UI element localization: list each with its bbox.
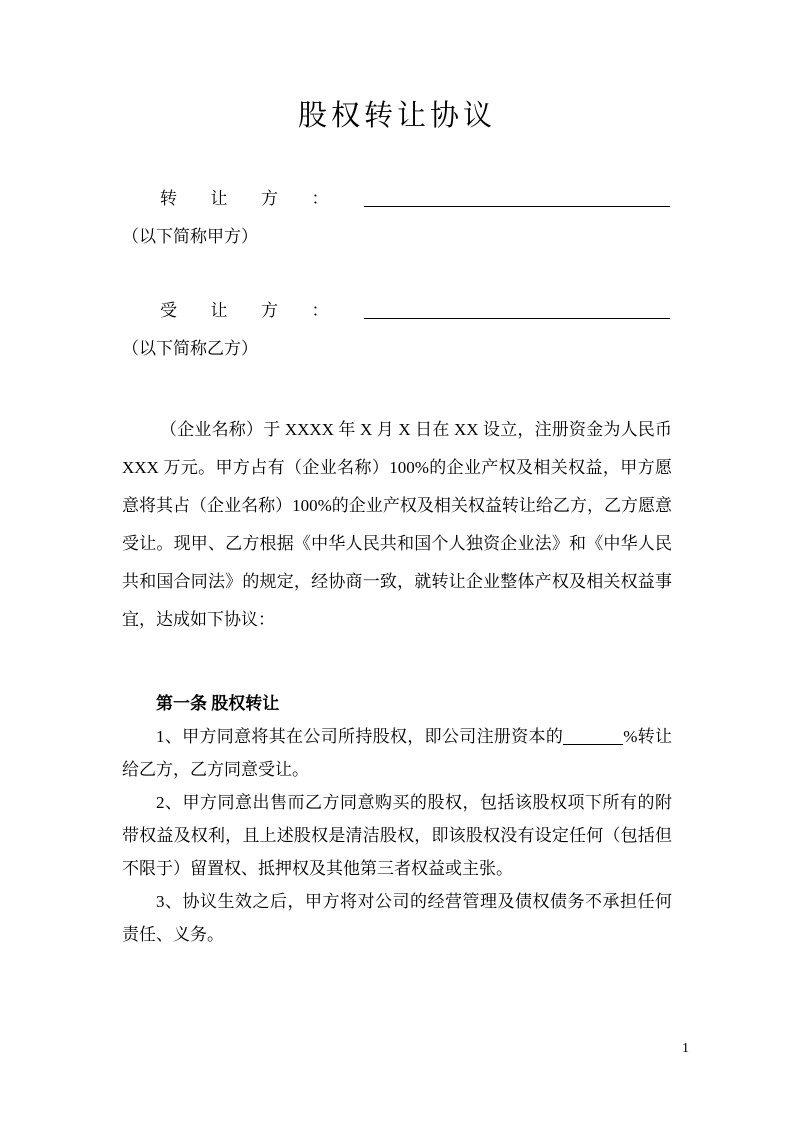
transferor-suffix: （以下简称甲方） bbox=[122, 227, 258, 246]
clause-1-text-after: %转让给乙方，乙方同意受让。 bbox=[122, 727, 672, 779]
clause-2-number: 2、 bbox=[156, 793, 183, 812]
clause-1-text-before: 甲方同意将其在公司所持股权，即公司注册资本的 bbox=[182, 727, 564, 746]
preamble-paragraph: （企业名称）于 XXXX 年 X 月 X 日在 XX 设立，注册资金为人民币 XXX 万元。甲方占有（企业名称）100%的企业产权及相关权益，甲方愿意将其占（企业名称）100%的企业产权及相关权益转让给乙方，乙方愿意受让。现甲、乙方根据《中华人民共和国个人独资企业法》和《中华人民共和国合同法》的规定，经协商一致，就转让企业整体产权及相关权益事宜，达成如下协议： bbox=[122, 420, 672, 629]
clause-2-text: 甲方同意出售而乙方同意购买的股权，包括该股权项下所有的附带权益及权利，且上述股权是清洁股权，即该股权没有设定任何（包括但不限于）留置权、抵押权及其他第三者权益或主张。 bbox=[122, 793, 672, 878]
transferee-line bbox=[122, 292, 672, 368]
transferee-suffix: （以下简称乙方） bbox=[122, 339, 258, 358]
transferee-label: 受让方： bbox=[160, 301, 362, 320]
transferor-name-field[interactable] bbox=[364, 206, 670, 207]
transferor-line bbox=[122, 180, 672, 256]
document-content bbox=[122, 0, 672, 951]
clause-3-number: 3、 bbox=[156, 892, 183, 911]
page-number: 1 bbox=[682, 1041, 689, 1056]
clause-3-text: 协议生效之后，甲方将对公司的经营管理及债权债务不承担任何责任、义务。 bbox=[122, 892, 672, 944]
clause-1-number: 1、 bbox=[156, 727, 183, 746]
page-title: 股权转让协议 bbox=[297, 100, 496, 132]
article-one-heading: 第一条 股权转让 bbox=[156, 694, 280, 713]
article-one-clause-1 bbox=[122, 720, 672, 786]
transferor-label: 转让方： bbox=[160, 189, 362, 208]
article-one-clause-2 bbox=[122, 786, 672, 885]
clause-1-percentage-field[interactable] bbox=[563, 744, 623, 745]
parties-block bbox=[122, 180, 672, 368]
article-one-section bbox=[122, 687, 672, 951]
transferee-name-field[interactable] bbox=[364, 318, 670, 319]
article-one-clause-3 bbox=[122, 885, 672, 951]
